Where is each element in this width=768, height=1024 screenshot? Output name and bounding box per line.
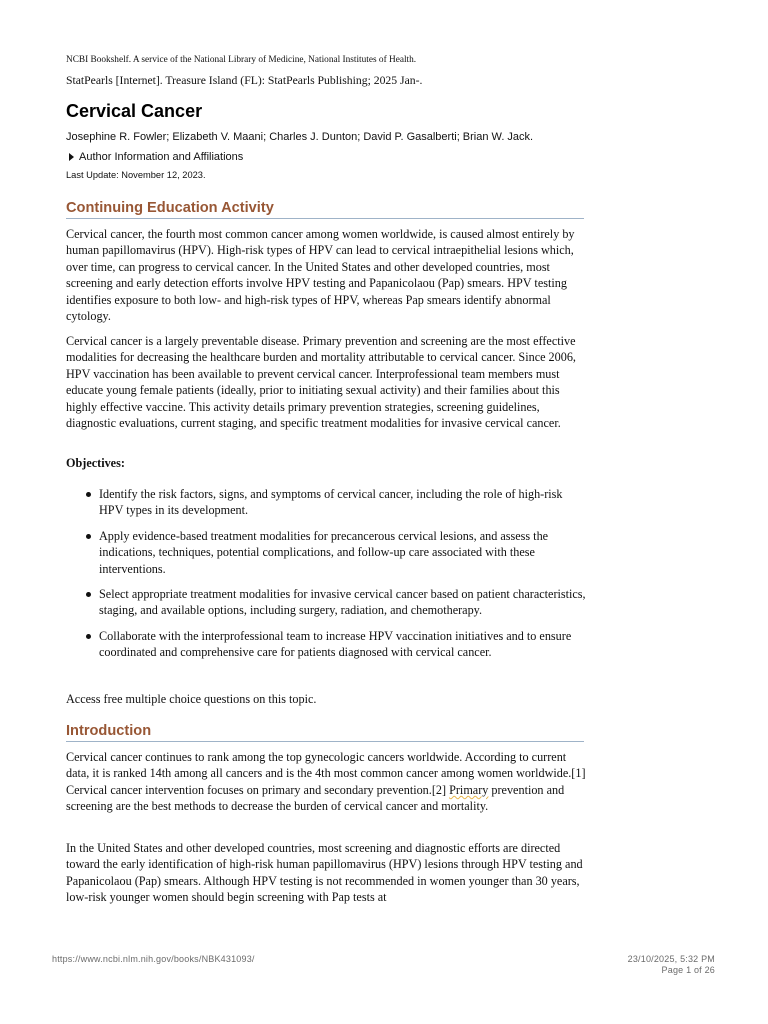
ce-paragraph-1: Cervical cancer, the fourth most common cancer among women worldwide, is caused almost entirely by human papillomavirus (HPV). High-risk types of HPV can lead to cervical intraepithelial lesions which, over time, can progress to cervical cancer. In the United States and other developed countries, most screening and early detection efforts involve HPV testing and Papanicolaou (Pap) smears. HPV testing identifies exposure to both low- and high-risk types of HPV, whereas Pap smears identify abnormal cytology. bbox=[66, 227, 575, 324]
caret-right-icon bbox=[69, 153, 74, 161]
objective-item: Apply evidence-based treatment modalities for precancerous cervical lesions, and assess the indications, techniques, potential complications, and follow-up care associated with these interventions. bbox=[66, 528, 586, 577]
spellcheck-underlined-word: Primary bbox=[449, 782, 489, 797]
page-number: Page 1 of 26 bbox=[661, 965, 715, 975]
footer-meta bbox=[628, 954, 715, 976]
page-title: Cervical Cancer bbox=[66, 101, 203, 121]
paragraph bbox=[66, 840, 586, 906]
section-heading-continuing-education: Continuing Education Activity bbox=[66, 200, 584, 219]
citation-line: StatPearls [Internet]. Treasure Island (FL): StatPearls Publishing; 2025 Jan-. bbox=[66, 74, 423, 87]
intro-paragraph-1-text-b: prevention and screening are the best methods to decrease the burden of cervical cancer and mortality. bbox=[66, 782, 565, 814]
affiliations-toggle-label: Author Information and Affiliations bbox=[79, 151, 244, 163]
footer-url: https://www.ncbi.nlm.nih.gov/books/NBK431093/ bbox=[52, 954, 255, 964]
objective-item: Select appropriate treatment modalities for invasive cervical cancer based on patient characteristics, staging, and available options, including surgery, radiation, and chemotherapy. bbox=[66, 586, 586, 619]
objective-item: Identify the risk factors, signs, and symptoms of cervical cancer, including the role of high-risk HPV types in its development. bbox=[66, 486, 586, 519]
bookshelf-line: NCBI Bookshelf. A service of the National Library of Medicine, National Institutes of Health. bbox=[66, 55, 417, 65]
mcq-access-link[interactable]: Access free multiple choice questions on this topic. bbox=[66, 692, 317, 706]
intro-paragraph-2: In the United States and other developed countries, most screening and diagnostic efforts are directed toward the early identification of high-risk human papillomavirus (HPV) lesions through HPV testing and Papanicolaou (Pap) smears. Although HPV testing is not recommended in women younger than 30 years, low-risk younger women should begin screening with Pap tests at bbox=[66, 841, 583, 905]
objective-item: Collaborate with the interprofessional team to increase HPV vaccination initiatives and to ensure coordinated and comprehensive care for patients diagnosed with cervical cancer. bbox=[66, 628, 586, 661]
ce-paragraph-2: Cervical cancer is a largely preventable disease. Primary prevention and screening are the most effective modalities for decreasing the healthcare burden and mortality attributable to cervical cancer. Since 2006, HPV vaccination has been available to prevent cervical cancer. Interprofessional team members must educate young female patients (ideally, prior to initiating sexual activity) and their families about this highly effective vaccine. This activity details primary prevention strategies, screening guidelines, diagnostic evaluations, current staging, and specific treatment modalities for invasive cervical cancer. bbox=[66, 334, 576, 431]
print-datetime: 23/10/2025, 5:32 PM bbox=[627, 954, 715, 964]
objectives-list bbox=[66, 486, 586, 670]
last-update: Last Update: November 12, 2023. bbox=[66, 170, 206, 180]
author-list: Josephine R. Fowler; Elizabeth V. Maani; Charles J. Dunton; David P. Gasalberti; Brian W. Jack. bbox=[66, 131, 534, 143]
section-heading-introduction: Introduction bbox=[66, 723, 584, 742]
paragraph bbox=[66, 749, 586, 815]
intro-paragraph-1 bbox=[66, 749, 586, 815]
author-affiliations-toggle[interactable] bbox=[69, 151, 243, 163]
paragraph bbox=[66, 333, 586, 431]
objectives-label: Objectives: bbox=[66, 456, 125, 470]
intro-paragraph-1-text-a: Cervical cancer continues to rank among the top gynecologic cancers worldwide. According to current data, it is ranked 14th among all cancers and is the 4th most common cancer among women worldwide.[1] Cervical cancer intervention focuses on primary and secondary prevention.[2] bbox=[66, 750, 586, 797]
paragraph bbox=[66, 226, 586, 324]
